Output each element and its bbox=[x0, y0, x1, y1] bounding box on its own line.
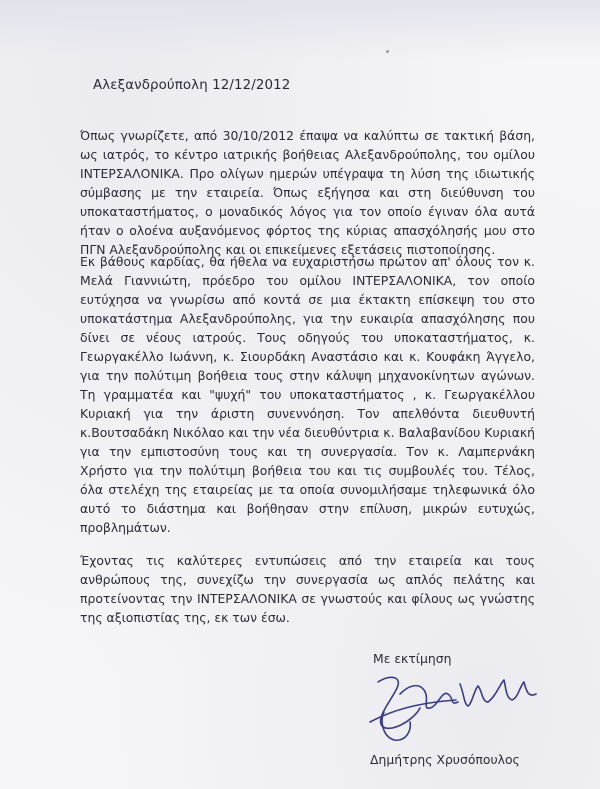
paragraph-2: Εκ βάθους καρδίας, θα ήθελα να ευχαριστήσω πρώτον απ' όλους τον κ. Μελά Γιαννιώτη, πρόεδρο του ομίλου ΙΝΤΕΡΣΑΛΟΝΙΚΑ, τον οποίο ευτύχησα να γνωρίσω από κοντά σε μια έκτακτη επίσκεψη του στο υποκατάστημα Αλεξανδρούπολης, για την ευκαιρία απασχόλησης που δίνει σε νέους ιατρούς. Τους οδηγούς του υποκαταστήματος, κ. Γεωργακέλλο Ιωάννη, κ. Σιουρδάκη Αναστάσιο και κ. Κουφάκη Άγγελο, για την πολύτιμη βοήθεια τους στην κάλυψη μηχανοκίνητων αγώνων. Τη γραμματέα και "ψυχή" του υποκαταστήματος , κ. Γεωργακέλλου Κυριακή για την άριστη συνεννόηση. Τον απελθόντα διευθυντή κ.Βουτσαδάκη Νικόλαο και την νέα διευθύντρια κ. Βαλαβανίδου Κυριακή για την εμπιστοσύνη τους και τη συνεργασία. Τον κ. Λαμπερνάκη Χρήστο για την πολύτιμη βοήθεια του και τις συμβουλές του. Τέλος, όλα στελέχη της εταιρείας με τα οποία συνομιλήσαμε τηλεφωνικά όλο αυτό το διάστημα και βοήθησαν στην επίλυση, μικρών ευτυχώς, προβλημάτων. bbox=[80, 254, 535, 535]
paragraph-1: Όπως γνωρίζετε, από 30/10/2012 έπαψα να καλύπτω σε τακτική βάση, ως ιατρός, το κέντρο ιατρικής βοήθειας Αλεξανδρούπολης, του ομίλου ΙΝΤΕΡΣΑΛΟΝΙΚΑ. Προ ολίγων ημερών υπέγραψα τη λύση της ιδιωτικής σύμβασης με την εταιρεία. Όπως εξήγησα και στη διεύθυνση του υποκαταστήματος, ο μοναδικός λόγος για τον οποίο έγιναν όλα αυτά ήταν ο ολοένα αυξανόμενος φόρτος της κύριας απασχόλησής μου στο ΠΓΝ Αλεξανδρούπολης και οι επικείμενες εξετάσεις πιστοποίησης. bbox=[80, 128, 535, 257]
handwritten-signature bbox=[360, 660, 550, 750]
dateline: Αλεξανδρούπολη 12/12/2012 bbox=[93, 78, 291, 93]
paragraph-3: Έχοντας τις καλύτερες εντυπώσεις από την εταιρεία και τους ανθρώπους της, συνεχίζω την συνεργασία ως απλός πελάτης και προτείνοντας την ΙΝΤΕΡΣΑΛΟΝΙΚΑ σε γνωστούς και φίλους ως γνώστης της αξιοπιστίας της, εκ των έσω. bbox=[80, 553, 535, 625]
scan-fade bbox=[0, 0, 600, 60]
signer-name: Δημήτρης Χρυσόπουλος bbox=[370, 752, 520, 767]
closing-salutation: Με εκτίμηση bbox=[373, 651, 452, 666]
scan-speck bbox=[386, 50, 389, 53]
